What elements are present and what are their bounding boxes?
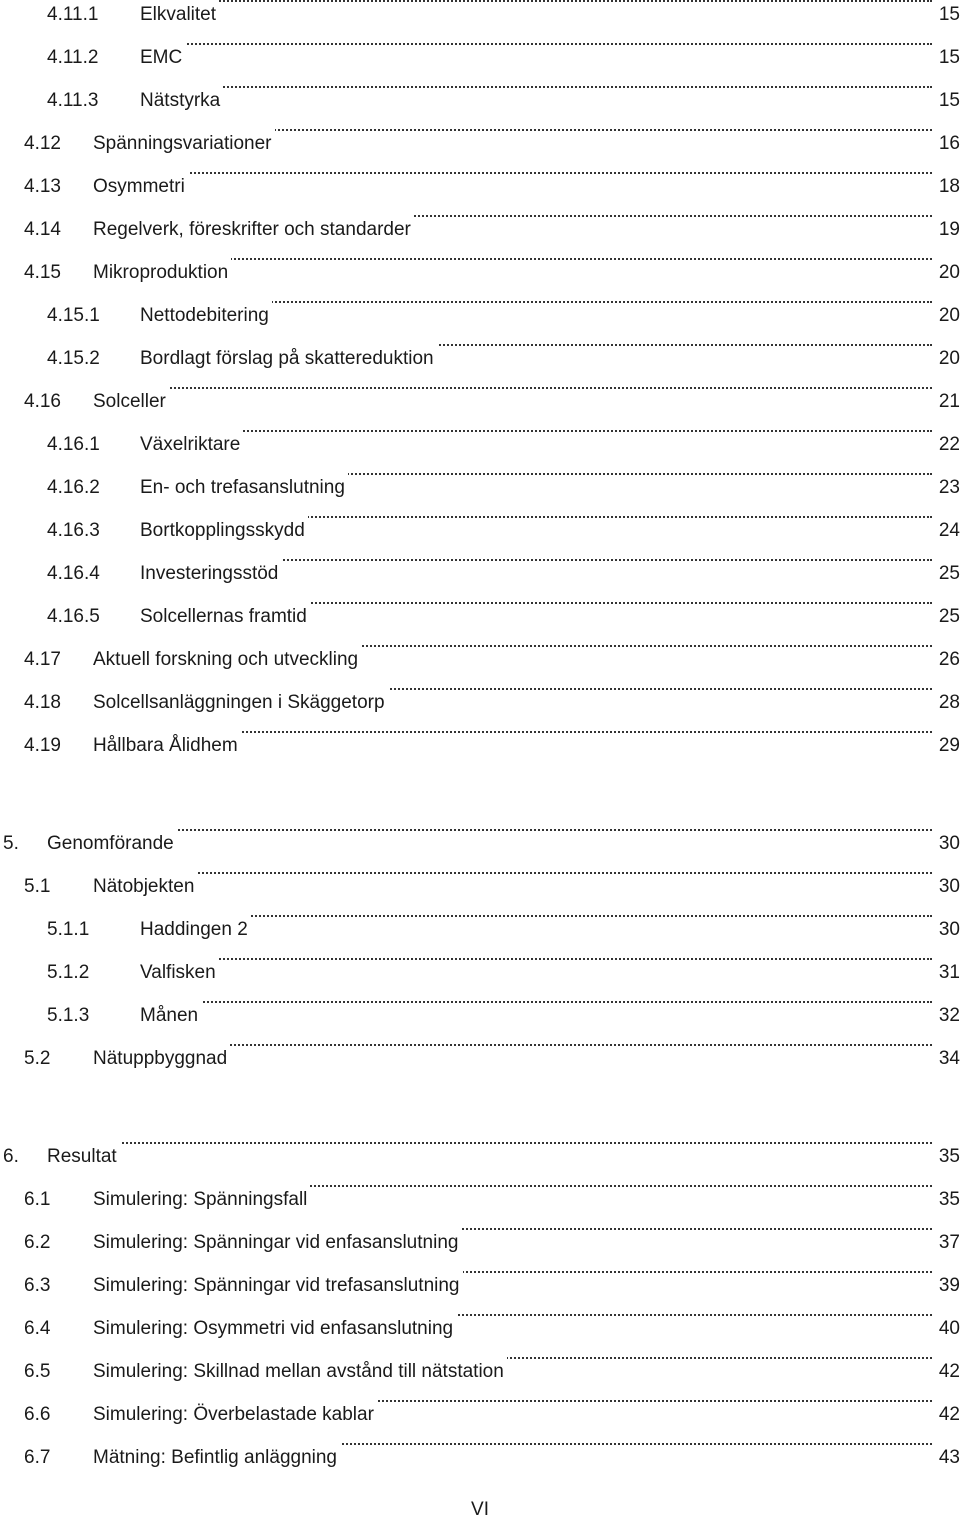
toc-entry-number: 6.5	[24, 1361, 51, 1382]
toc-entry-title: Solcellernas framtid	[140, 602, 310, 632]
toc-entry-page-number: 30	[937, 915, 960, 945]
toc-dot-leader	[47, 829, 932, 831]
toc-entry-page-number: 40	[937, 1314, 960, 1344]
toc-entry-number: 6.6	[24, 1404, 51, 1425]
toc-entry-page-number: 15	[937, 0, 960, 30]
toc-entry-title: Växelriktare	[140, 430, 243, 460]
toc-dot-leader	[140, 958, 932, 960]
toc-entry-number: 4.16	[24, 391, 61, 412]
toc-entry[interactable]	[0, 516, 960, 546]
toc-entry-number: 4.15.2	[47, 348, 100, 369]
toc-dot-leader	[93, 172, 932, 174]
toc-entry-number: 5.1.1	[47, 919, 90, 940]
toc-entry-page-number: 30	[937, 872, 960, 902]
toc-entry[interactable]	[0, 1314, 960, 1344]
toc-entry[interactable]	[0, 559, 960, 589]
toc-entry-number: 4.19	[24, 735, 61, 756]
toc-entry-page-number: 42	[937, 1357, 960, 1387]
toc-entry-number: 6.2	[24, 1232, 51, 1253]
toc-entry-number: 4.16.2	[47, 477, 100, 498]
toc-entry[interactable]	[0, 1357, 960, 1387]
toc-entry-number: 5.	[3, 833, 19, 854]
toc-entry-title: Aktuell forskning och utveckling	[93, 645, 361, 675]
toc-dot-leader	[140, 915, 932, 917]
toc-entry-title: Mikroproduktion	[93, 258, 231, 288]
toc-entry-page-number: 35	[937, 1142, 960, 1172]
toc-entry-number: 4.16.3	[47, 520, 100, 541]
toc-entry-title: Elkvalitet	[140, 0, 219, 30]
toc-entry-number: 5.1.3	[47, 1005, 90, 1026]
toc-entry-page-number: 19	[937, 215, 960, 245]
toc-entry-number: 6.1	[24, 1189, 51, 1210]
toc-entry[interactable]	[0, 1044, 960, 1074]
toc-dot-leader	[140, 1001, 932, 1003]
toc-entry-number: 5.1	[24, 876, 51, 897]
toc-entry-title: Osymmetri	[93, 172, 188, 202]
toc-entry-page-number: 16	[937, 129, 960, 159]
toc-entry-title: Simulering: Spänningar vid trefasanslutning	[93, 1271, 463, 1301]
toc-entry-title: Simulering: Osymmetri vid enfasanslutning	[93, 1314, 456, 1344]
toc-entry-page-number: 25	[937, 602, 960, 632]
toc-entry[interactable]	[0, 1443, 960, 1473]
toc-entry-title: Mätning: Befintlig anläggning	[93, 1443, 340, 1473]
toc-entry[interactable]	[0, 258, 960, 288]
toc-entry[interactable]	[0, 86, 960, 116]
toc-entry-page-number: 21	[937, 387, 960, 417]
toc-entry-number: 4.16.4	[47, 563, 100, 584]
toc-dot-leader	[140, 43, 932, 45]
toc-entry-page-number: 23	[937, 473, 960, 503]
toc-entry-number: 4.13	[24, 176, 61, 197]
toc-dot-leader	[47, 1142, 932, 1144]
toc-entry-page-number: 28	[937, 688, 960, 718]
toc-entry[interactable]	[0, 43, 960, 73]
toc-entry-page-number: 31	[937, 958, 960, 988]
toc-entry-number: 4.14	[24, 219, 61, 240]
toc-entry-page-number: 34	[937, 1044, 960, 1074]
toc-entry-title: Nettodebitering	[140, 301, 272, 331]
toc-entry-page-number: 37	[937, 1228, 960, 1258]
toc-entry-number: 4.12	[24, 133, 61, 154]
toc-entry-page-number: 15	[937, 43, 960, 73]
toc-entry[interactable]	[0, 958, 960, 988]
toc-entry[interactable]	[0, 301, 960, 331]
toc-entry-title: Simulering: Spänningsfall	[93, 1185, 310, 1215]
toc-entry[interactable]	[0, 430, 960, 460]
toc-entry[interactable]	[0, 129, 960, 159]
toc-entry-page-number: 32	[937, 1001, 960, 1031]
toc-entry-page-number: 20	[937, 344, 960, 374]
toc-entry-number: 4.16.1	[47, 434, 100, 455]
toc-entry-number: 4.16.5	[47, 606, 100, 627]
toc-dot-leader	[140, 86, 932, 88]
toc-entry-title: Bortkopplingsskydd	[140, 516, 308, 546]
toc-entry-title: Resultat	[47, 1142, 120, 1172]
toc-entry-number: 4.18	[24, 692, 61, 713]
toc-entry-number: 6.	[3, 1146, 19, 1167]
toc-entry-title: Nätobjekten	[93, 872, 197, 902]
toc-entry-title: Valfisken	[140, 958, 219, 988]
toc-entry-number: 4.15.1	[47, 305, 100, 326]
toc-entry-number: 5.2	[24, 1048, 51, 1069]
toc-entry-page-number: 42	[937, 1400, 960, 1430]
toc-entry-number: 5.1.2	[47, 962, 90, 983]
toc-entry-page-number: 20	[937, 258, 960, 288]
toc-entry-number: 4.17	[24, 649, 61, 670]
toc-entry[interactable]	[0, 473, 960, 503]
toc-entry-title: En- och trefasanslutning	[140, 473, 348, 503]
toc-entry-page-number: 15	[937, 86, 960, 116]
toc-entry[interactable]	[0, 1228, 960, 1258]
toc-entry-number: 6.7	[24, 1447, 51, 1468]
toc-entry-page-number: 29	[937, 731, 960, 761]
toc-entry[interactable]	[0, 829, 960, 859]
toc-dot-leader	[93, 387, 932, 389]
toc-entry[interactable]	[0, 215, 960, 245]
toc-entry[interactable]	[0, 0, 960, 30]
toc-entry[interactable]	[0, 872, 960, 902]
toc-entry[interactable]	[0, 1271, 960, 1301]
toc-entry[interactable]	[0, 1185, 960, 1215]
toc-entry-title: Bordlagt förslag på skattereduktion	[140, 344, 437, 374]
toc-entry[interactable]	[0, 731, 960, 761]
toc-dot-leader	[140, 0, 932, 2]
toc-entry[interactable]	[0, 1400, 960, 1430]
toc-entry[interactable]	[0, 344, 960, 374]
toc-entry-page-number: 25	[937, 559, 960, 589]
page-footer-number: VI	[471, 1499, 489, 1520]
toc-entry-page-number: 30	[937, 829, 960, 859]
toc-entry-number: 4.11.1	[47, 4, 99, 25]
toc-entry[interactable]	[0, 1142, 960, 1172]
toc-entry-title: Simulering: Överbelastade kablar	[93, 1400, 377, 1430]
toc-entry-title: Regelverk, föreskrifter och standarder	[93, 215, 414, 245]
toc-entry-number: 6.4	[24, 1318, 51, 1339]
toc-entry-number: 4.11.2	[47, 47, 99, 68]
toc-entry[interactable]	[0, 645, 960, 675]
toc-entry-page-number: 35	[937, 1185, 960, 1215]
toc-entry-page-number: 24	[937, 516, 960, 546]
toc-entry-title: Solceller	[93, 387, 169, 417]
toc-entry-number: 6.3	[24, 1275, 51, 1296]
toc-entry-title: Simulering: Skillnad mellan avstånd till nätstation	[93, 1357, 507, 1387]
toc-entry-page-number: 39	[937, 1271, 960, 1301]
toc-entry[interactable]	[0, 1001, 960, 1031]
toc-entry-number: 4.11.3	[47, 90, 99, 111]
toc-entry-title: Haddingen 2	[140, 915, 251, 945]
toc-entry-title: Hållbara Ålidhem	[93, 731, 241, 761]
toc-entry[interactable]	[0, 602, 960, 632]
toc-entry-title: Nätstyrka	[140, 86, 223, 116]
toc-entry-number: 4.15	[24, 262, 61, 283]
toc-entry-page-number: 18	[937, 172, 960, 202]
toc-dot-leader	[93, 872, 932, 874]
toc-entry-title: Investeringsstöd	[140, 559, 281, 589]
toc-entry[interactable]	[0, 172, 960, 202]
toc-entry-page-number: 43	[937, 1443, 960, 1473]
toc-entry[interactable]	[0, 915, 960, 945]
toc-entry[interactable]	[0, 688, 960, 718]
toc-entry-title: Solcellsanläggningen i Skäggetorp	[93, 688, 388, 718]
toc-entry-page-number: 20	[937, 301, 960, 331]
toc-entry-page-number: 26	[937, 645, 960, 675]
toc-dot-leader	[140, 430, 932, 432]
toc-entry-title: Genomförande	[47, 829, 177, 859]
toc-entry-page-number: 22	[937, 430, 960, 460]
toc-entry-title: Månen	[140, 1001, 201, 1031]
toc-entry-title: Simulering: Spänningar vid enfasanslutning	[93, 1228, 461, 1258]
toc-entry-title: Spänningsvariationer	[93, 129, 275, 159]
toc-entry[interactable]	[0, 387, 960, 417]
toc-entry-title: EMC	[140, 43, 185, 73]
toc-entry-title: Nätuppbyggnad	[93, 1044, 230, 1074]
